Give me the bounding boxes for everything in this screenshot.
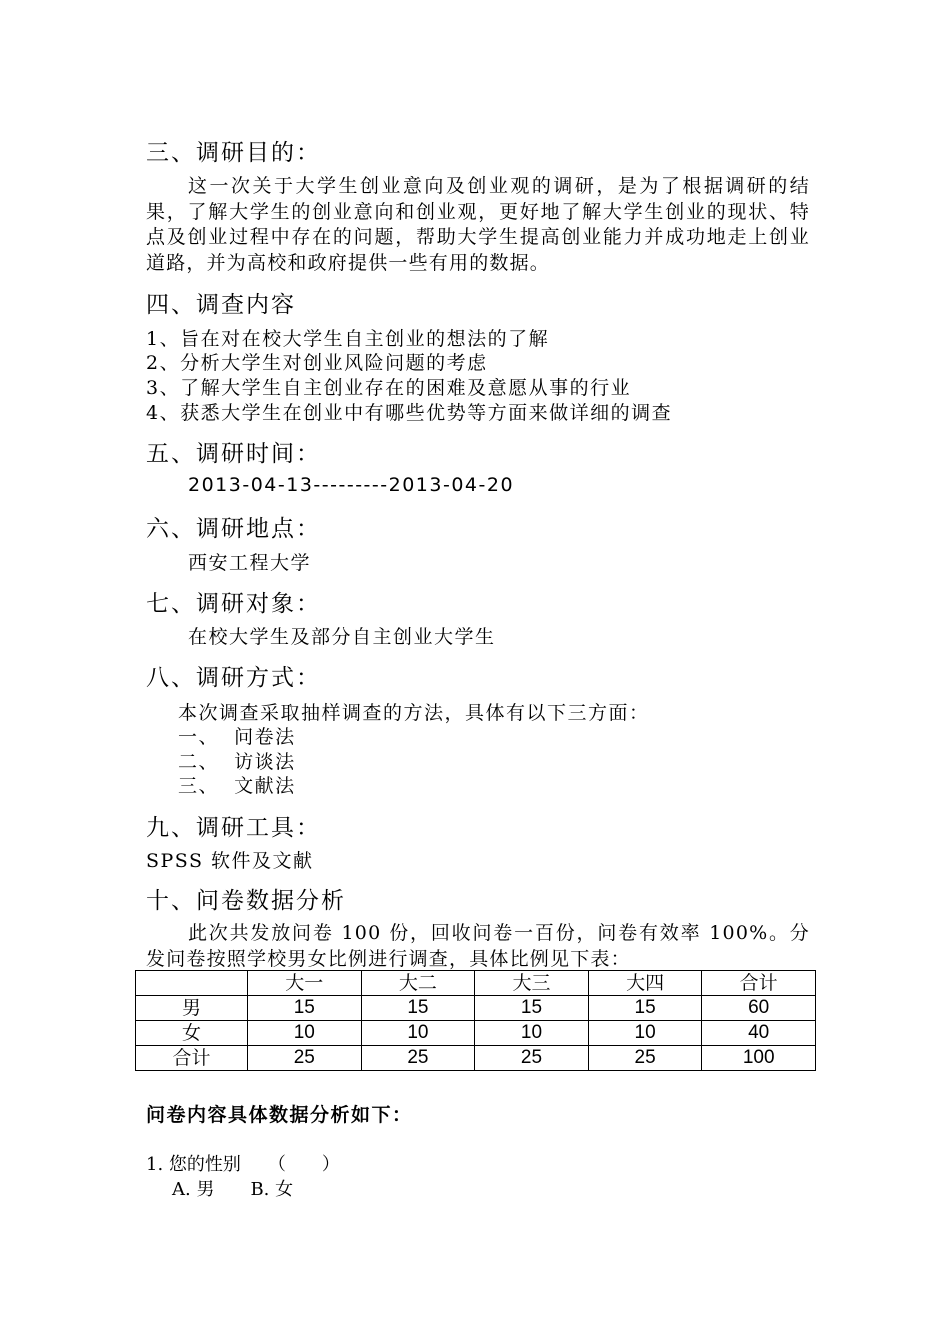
table-cell: 10 [248, 1021, 362, 1046]
section-3-heading: 三、调研目的： [146, 140, 321, 166]
method-item-1: 一、 问卷法 [178, 726, 296, 748]
content-item-4: 4、获悉大学生在创业中有哪些优势等方面来做详细的调查 [146, 402, 673, 424]
table-header-cell [136, 971, 248, 996]
table-cell: 25 [588, 1046, 702, 1071]
section-9-heading: 九、调研工具： [146, 815, 321, 841]
section-8-heading: 八、调研方式： [146, 665, 321, 691]
table-cell: 25 [248, 1046, 362, 1071]
table-cell: 60 [702, 996, 816, 1021]
table-row-label: 合计 [136, 1046, 248, 1071]
question-1-options: A. 男 B. 女 [172, 1179, 294, 1200]
table-cell: 25 [475, 1046, 589, 1071]
table-cell: 15 [475, 996, 589, 1021]
table-cell: 15 [588, 996, 702, 1021]
table-row [136, 1046, 816, 1071]
survey-tools: SPSS 软件及文献 [146, 850, 314, 872]
table-cell: 10 [361, 1021, 475, 1046]
table-header-cell: 大二 [361, 971, 475, 996]
table-cell: 100 [702, 1046, 816, 1071]
table-cell: 25 [361, 1046, 475, 1071]
table-row [136, 1021, 816, 1046]
method-item-2: 二、 访谈法 [178, 751, 296, 773]
content-item-1: 1、旨在对在校大学生自主创业的想法的了解 [146, 328, 550, 350]
section-5-heading: 五、调研时间： [146, 441, 321, 467]
analysis-title: 问卷内容具体数据分析如下： [146, 1104, 413, 1126]
table-header-cell: 合计 [702, 971, 816, 996]
table-cell: 10 [588, 1021, 702, 1046]
method-item-3: 三、 文献法 [178, 775, 296, 797]
table-cell: 40 [702, 1021, 816, 1046]
section-10-heading: 十、问卷数据分析 [146, 888, 346, 914]
table-cell: 10 [475, 1021, 589, 1046]
survey-location: 西安工程大学 [188, 552, 312, 574]
table-row-label: 男 [136, 996, 248, 1021]
table-row-label: 女 [136, 1021, 248, 1046]
table-cell: 15 [361, 996, 475, 1021]
section-10-paragraph: 此次共发放问卷 100 份，回收问卷一百份，问卷有效率 100%。分发问卷按照学校男女比例进行调查，具体比例见下表： [146, 922, 810, 970]
table-row [136, 996, 816, 1021]
table-header-row [136, 971, 816, 996]
method-intro: 本次调查采取抽样调查的方法，具体有以下三方面： [178, 702, 650, 724]
section-4-heading: 四、调查内容 [146, 292, 296, 318]
section-6-heading: 六、调研地点： [146, 516, 321, 542]
table-header-cell: 大四 [588, 971, 702, 996]
table-header-cell: 大三 [475, 971, 589, 996]
section-7-heading: 七、调研对象： [146, 591, 321, 617]
content-item-2: 2、分析大学生对创业风险问题的考虑 [146, 352, 488, 374]
table-header-cell: 大一 [248, 971, 362, 996]
gender-grade-table [135, 970, 816, 1071]
content-item-3: 3、了解大学生自主创业存在的困难及意愿从事的行业 [146, 377, 632, 399]
survey-dates: 2013-04-13---------2013-04-20 [188, 474, 515, 496]
survey-subjects: 在校大学生及部分自主创业大学生 [188, 626, 496, 648]
question-1-text: 1. 您的性别 （ ） [146, 1154, 340, 1175]
section-3-paragraph: 这一次关于大学生创业意向及创业观的调研，是为了根据调研的结果，了解大学生的创业意向和创业观，更好地了解大学生创业的现状、特点及创业过程中存在的问题，帮助大学生提高创业能力并成功地走上创业道路，并为高校和政府提供一些有用的数据。 [146, 175, 810, 274]
table-cell: 15 [248, 996, 362, 1021]
